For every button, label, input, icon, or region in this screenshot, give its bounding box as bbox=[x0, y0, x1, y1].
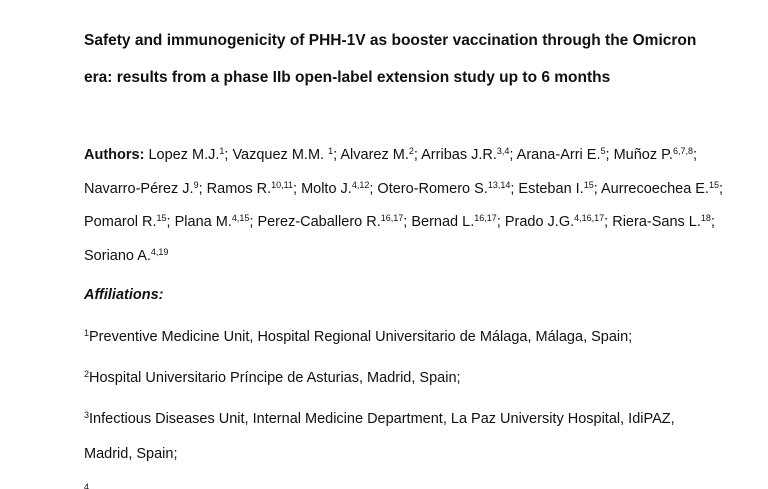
author-name: Riera-Sans L. bbox=[612, 214, 701, 230]
author-separator: ; bbox=[293, 180, 302, 197]
author bbox=[517, 147, 614, 163]
author-affiliation-mark: 2 bbox=[408, 146, 414, 156]
author-separator: ; bbox=[166, 214, 175, 230]
author-separator: ; bbox=[605, 147, 614, 163]
author-affiliation-mark: 4,19 bbox=[150, 246, 169, 257]
author bbox=[84, 181, 207, 197]
author-affiliation-mark: 9 bbox=[193, 179, 199, 190]
author-separator: ; bbox=[224, 147, 233, 163]
author-name: Bernad L. bbox=[411, 214, 475, 230]
author-affiliation-mark: 5 bbox=[600, 146, 606, 156]
author-affiliation-mark: 1 bbox=[328, 146, 334, 156]
document-page bbox=[84, 0, 724, 489]
affiliation-number: 1 bbox=[84, 328, 90, 338]
affiliation-text: Preventive Medicine Unit, Hospital Regional Universitario de Málaga, Málaga, Spain; bbox=[89, 329, 633, 345]
author-name: Pomarol R. bbox=[84, 214, 157, 230]
author-name: Soriano A. bbox=[84, 247, 151, 264]
author-name: Perez-Caballero R. bbox=[257, 214, 381, 230]
author-affiliation-mark: 15 bbox=[709, 179, 720, 190]
author-affiliation-mark: 1 bbox=[219, 146, 225, 156]
affiliation-item bbox=[84, 320, 724, 355]
author bbox=[340, 147, 421, 163]
paper-title: Safety and immunogenicity of PHH-1V as booster vaccination through the Omicron era: results from a phase IIb open-label extension study up to 6 months bbox=[84, 32, 697, 86]
author bbox=[518, 181, 601, 197]
author-separator: ; bbox=[719, 180, 724, 197]
author-separator: ; bbox=[249, 214, 258, 230]
authors-label: Authors: bbox=[84, 147, 145, 163]
author-separator: ; bbox=[509, 147, 517, 163]
affiliation-item bbox=[84, 361, 724, 396]
author-name: Esteban I. bbox=[518, 180, 584, 197]
author-separator: ; bbox=[710, 214, 715, 230]
author bbox=[614, 147, 697, 163]
author-name: Prado J.G. bbox=[504, 214, 575, 230]
author-name: Lopez M.J. bbox=[148, 147, 220, 163]
author-affiliation-mark: 4,15 bbox=[231, 213, 250, 223]
author-separator: ; bbox=[413, 147, 422, 163]
author-name: Arana-Arri E. bbox=[516, 147, 601, 163]
author bbox=[301, 181, 377, 197]
affiliation-text: Hospital Universitario Príncipe de Asturias, Madrid, Spain; bbox=[89, 370, 461, 386]
author-separator: ; bbox=[604, 214, 613, 230]
author-separator: ; bbox=[198, 180, 207, 197]
author-name: Alvarez M. bbox=[340, 147, 409, 163]
author bbox=[207, 181, 301, 197]
author-affiliation-mark: 4,16,17 bbox=[574, 213, 605, 223]
author-affiliation-mark: 6,7,8 bbox=[672, 146, 693, 156]
affiliations-heading: Affiliations: bbox=[84, 287, 164, 303]
author-name: Muñoz P. bbox=[613, 147, 673, 163]
affiliation-item bbox=[84, 402, 724, 472]
author bbox=[84, 214, 175, 230]
author-separator: ; bbox=[692, 147, 698, 163]
author-affiliation-mark: 10,11 bbox=[271, 179, 293, 190]
author bbox=[421, 147, 517, 163]
author-name: Arribas J.R. bbox=[421, 147, 497, 163]
author bbox=[377, 181, 518, 197]
author-separator: ; bbox=[496, 214, 505, 230]
author bbox=[411, 214, 504, 230]
author bbox=[232, 147, 340, 163]
author-affiliation-mark: 18 bbox=[700, 213, 711, 223]
author bbox=[505, 214, 612, 230]
author-affiliation-mark: 13,14 bbox=[487, 179, 511, 190]
author-separator: ; bbox=[333, 147, 341, 163]
author bbox=[175, 214, 258, 230]
author-separator: ; bbox=[403, 214, 412, 230]
affiliation-number: 4 bbox=[84, 482, 90, 489]
author-name: Aurrecoechea E. bbox=[601, 180, 710, 197]
author-affiliation-mark: 16,17 bbox=[380, 213, 404, 223]
affiliation-number: 2 bbox=[84, 369, 90, 379]
author-name: Plana M. bbox=[174, 214, 232, 230]
author-separator: ; bbox=[369, 180, 378, 197]
author-name: Molto J. bbox=[301, 180, 352, 197]
affiliation-item bbox=[84, 474, 724, 489]
author-separator: ; bbox=[593, 180, 601, 197]
author bbox=[257, 214, 411, 230]
author-name: Ramos R. bbox=[206, 180, 272, 197]
author-separator: ; bbox=[510, 180, 519, 197]
author bbox=[612, 214, 715, 230]
author-name: Vazquez M.M. bbox=[232, 147, 329, 163]
author bbox=[84, 248, 168, 264]
affiliation-text: Infectious Diseases Unit, Internal Medicine Department, La Paz University Hospital, IdiPAZ, Madrid, Spain; bbox=[84, 411, 675, 462]
author-name: Navarro-Pérez J. bbox=[84, 180, 194, 197]
author bbox=[601, 181, 723, 197]
author bbox=[148, 147, 232, 163]
affiliation-number: 3 bbox=[84, 410, 90, 420]
author-affiliation-mark: 16,17 bbox=[474, 213, 497, 223]
author-affiliation-mark: 3,4 bbox=[496, 146, 510, 156]
author-list bbox=[84, 139, 724, 273]
author-name: Otero-Romero S. bbox=[377, 180, 488, 197]
author-affiliation-mark: 15 bbox=[156, 213, 167, 223]
author-affiliation-mark: 15 bbox=[583, 179, 594, 190]
author-affiliation-mark: 4,12 bbox=[351, 179, 370, 190]
